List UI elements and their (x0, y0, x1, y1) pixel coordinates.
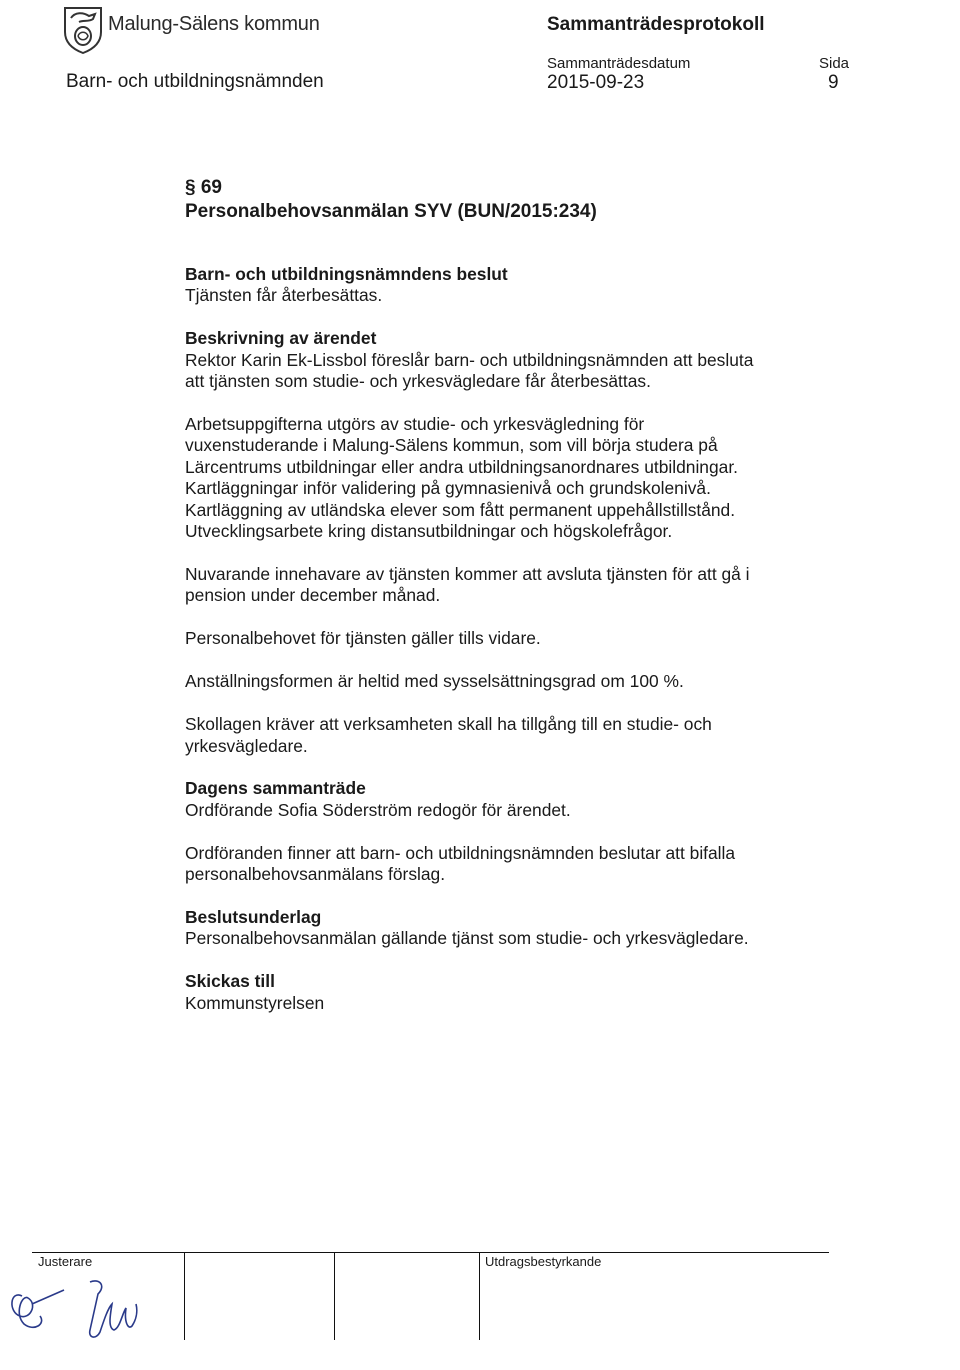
send-to-block (185, 971, 825, 1014)
footer-divider (334, 1252, 335, 1340)
employment-paragraph: Anställningsformen är heltid med sysselsättningsgrad om 100 %. (185, 671, 684, 692)
meeting-date-label: Sammanträdesdatum (547, 55, 691, 72)
meeting-heading: Dagens sammanträde (185, 778, 366, 799)
footer-divider (184, 1252, 185, 1340)
justerare-label: Justerare (38, 1254, 93, 1269)
decision-heading: Barn- och utbildningsnämndens beslut (185, 264, 508, 284)
meeting-text: Ordförande Sofia Söderström redogör för ärendet. (185, 799, 571, 820)
section-title: Personalbehovsanmälan SYV (BUN/2015:234) (185, 201, 597, 222)
footer-rule (32, 1252, 829, 1253)
duties-line: Kartläggningar inför validering på gymnasienivå och grundskolenivå. (185, 478, 711, 499)
duties-line: Arbetsuppgifterna utgörs av studie- och yrkesvägledning för (185, 414, 645, 435)
duties-line: vuxenstuderande i Malung-Sälens kommun, som vill börja studera på (185, 435, 718, 456)
duties-line: Lärcentrums utbildningar eller andra utbildningsanordnares utbildningar. (185, 456, 738, 477)
meeting-date: 2015-09-23 (547, 72, 645, 93)
basis-heading: Beslutsunderlag (185, 907, 322, 928)
description-line: att tjänsten som studie- och yrkesvägledare får återbesättas. (185, 371, 651, 392)
law-line: Skollagen kräver att verksamheten skall ha tillgång till en studie- och (185, 714, 712, 735)
meeting-block (185, 778, 825, 821)
description-heading: Beskrivning av ärendet (185, 328, 377, 349)
basis-block (185, 907, 825, 950)
duties-line: Utvecklingsarbete kring distansutbildningar och högskolefrågor. (185, 521, 673, 542)
basis-text: Personalbehovsanmälan gällande tjänst som studie- och yrkesvägledare. (185, 928, 749, 949)
send-to-heading: Skickas till (185, 971, 275, 992)
decision-text: Tjänsten får återbesättas. (185, 285, 383, 306)
footer-divider (479, 1252, 480, 1340)
org-name: Malung-Sälens kommun (108, 13, 320, 35)
description-block (185, 328, 825, 392)
law-line: yrkesvägledare. (185, 735, 308, 756)
law-paragraph (185, 714, 825, 757)
committee-name: Barn- och utbildningsnämnden (66, 71, 324, 92)
holder-paragraph (185, 564, 825, 607)
document-type: Sammanträdesprotokoll (547, 14, 765, 35)
duties-paragraph (185, 414, 825, 542)
utdragsbestyrkande-label: Utdragsbestyrkande (485, 1254, 602, 1269)
section-number: § 69 (185, 177, 222, 198)
description-line: Rektor Karin Ek-Lissbol föreslår barn- och utbildningsnämnden att besluta (185, 349, 754, 370)
protocol-body (185, 176, 825, 1036)
municipality-logo (63, 6, 103, 54)
initials-signature (4, 1268, 154, 1348)
chair-line: Ordföranden finner att barn- och utbildningsnämnden beslutar att bifalla (185, 842, 736, 863)
duties-line: Kartläggning av utländska elever som fått permanent uppehållstillstånd. (185, 499, 736, 520)
decision-block (185, 264, 825, 307)
need-paragraph: Personalbehovet för tjänsten gäller tills vidare. (185, 628, 541, 649)
holder-line: pension under december månad. (185, 585, 441, 606)
holder-line: Nuvarande innehavare av tjänsten kommer att avsluta tjänsten för att gå i (185, 563, 750, 584)
chair-line: personalbehovsanmälans förslag. (185, 864, 446, 885)
page-label: Sida (819, 55, 850, 72)
page-number: 9 (828, 72, 839, 93)
send-to-text: Kommunstyrelsen (185, 992, 325, 1013)
chair-paragraph (185, 843, 825, 886)
